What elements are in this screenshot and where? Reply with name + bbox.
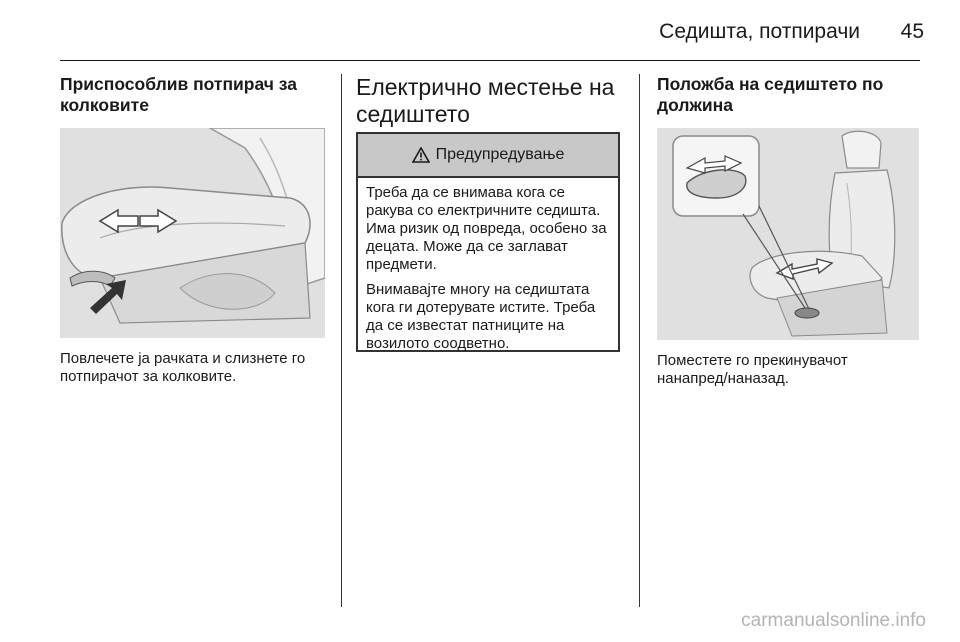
page-number: 45: [900, 20, 924, 43]
watermark: carmanualsonline.info: [741, 610, 926, 631]
seat-position-illustration: [657, 128, 919, 340]
warning-paragraph: Треба да се внимава кога се ракува со електричните седишта. Има ризик од повреда, особено за децата. Може да се заглават предмети.: [366, 184, 607, 273]
warning-box: [356, 132, 620, 352]
warning-header: [358, 134, 618, 178]
thigh-support-caption: Повлечете ја рачката и слизнете го потпирачот за колковите.: [60, 350, 306, 385]
warning-triangle-icon: [412, 147, 430, 163]
middle-column: [356, 74, 622, 352]
warning-title: Предупредување: [435, 146, 565, 163]
seat-position-caption: Поместете го прекинувачот нанапред/наназад.: [657, 352, 848, 387]
left-column: [60, 74, 325, 386]
section-heading-seat-position: Положба на седиштето по должина: [657, 74, 884, 115]
header-divider: [60, 60, 920, 61]
page-header-title: Седишта, потпирачи: [659, 20, 860, 43]
warning-paragraph: Внимавајте многу на седиштата кога ги дотерувате истите. Треба да се известат патниците на возилото соодветно.: [366, 281, 596, 352]
column-divider: [341, 74, 342, 607]
right-column: [657, 74, 919, 388]
section-heading-electric-seat: Електрично местење на седиштето: [356, 74, 615, 127]
section-heading-thigh-support: Приспособлив потпирач за колковите: [60, 74, 298, 115]
thigh-support-illustration: [60, 128, 325, 338]
column-divider: [639, 74, 640, 607]
